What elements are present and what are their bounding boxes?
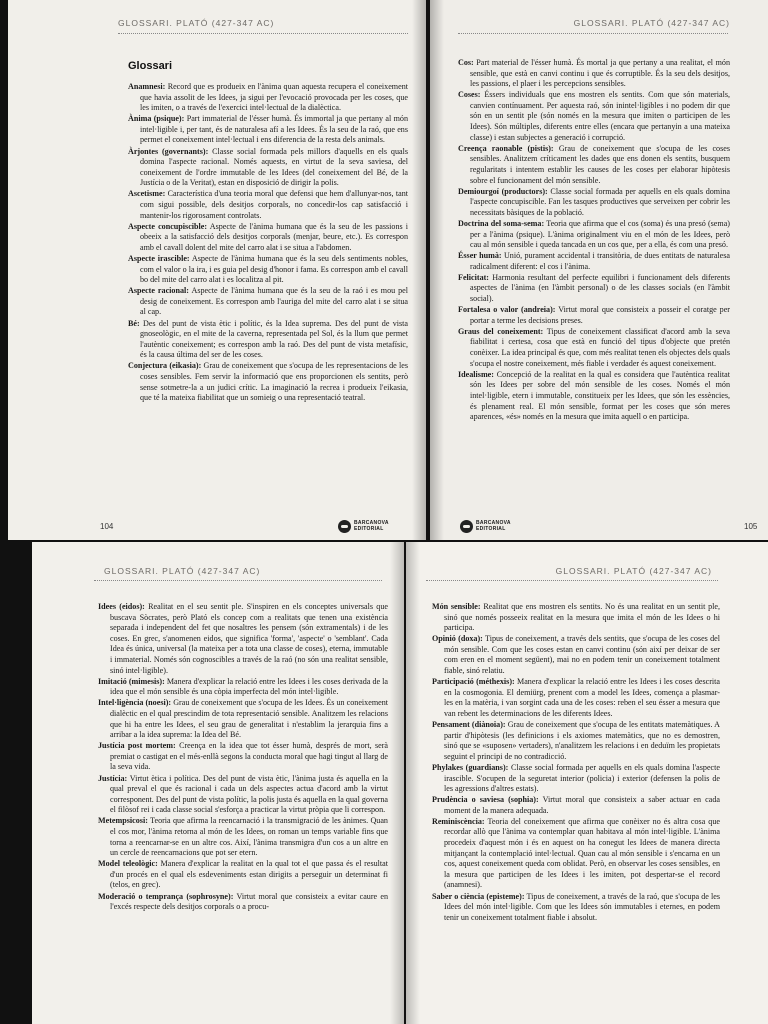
glossary-definition: Tipus de coneixement classificat d'acord amb la seva fiabilitat i certesa, cosa que està en funció del tipus d'objecte que pretén conèixer. La idea principal és que, com més realitat tenen els objectes dels quals s'ocupa el nostre coneixement, més fiable i verdader és aquest coneixement. [470, 326, 730, 368]
glossary-column [98, 602, 388, 913]
glossary-definition: Teoria que afirma la reencarnació i la transmigració de les ànimes. Quan el cos mor, l'ànima retorna al món de les Idees, on roman un temps variable fins que torna a reencarnar-se en un altre cos. Així, l'ànima transmigra d'un cos a un altre en un cercle de reencarnacions que pot ser etern. [110, 816, 388, 858]
glossary-term: Idees (eidos): [98, 602, 145, 611]
glossary-term: Creença raonable (pistis): [458, 143, 554, 153]
glossary-definition: Grau de coneixement que s'ocupa de les Idees. És un coneixement dialèctic en el qual prescindim de tota representació sensible. Analitzem les relacions que hi ha entre les Idees, el seu grau de generalitat i n'establim la jerarquia fins a arribar a la idea suprema: la Idea del Bé. [110, 698, 389, 740]
glossary-definition: Grau de coneixement que s'ocupa de les entitats matemàtiques. A partir d'hipòtesis (les definicions i els axiomes matemàtics, que no es demostren, sinó que se «suposen» vertaders), n'analitzem les relacions i en deduïm les propietats seguint el principi de no contradicció. [444, 720, 720, 761]
page-lower-right [406, 542, 768, 1024]
glossary-entry [432, 677, 720, 719]
glossary-definition: Virtut moral que consisteix a posseir el coratge per portar a terme les decisions preses. [470, 305, 730, 325]
running-header: GLOSSARI. PLATÓ (427-347 AC) [118, 18, 275, 28]
page-number: 104 [100, 522, 114, 531]
glossary-term: Doctrina del soma-sema: [458, 218, 545, 228]
glossary-entry [128, 222, 408, 254]
glossary-definition: Part material de l'ésser humà. És mortal ja que pertany a una realitat, el món sensible, que està en canvi continu i que és corruptible. És la seu dels desitjos, les passions, el plaer i les percepcions sensibles. [470, 58, 730, 89]
glossary-definition: Part immaterial de l'ésser humà. És immortal ja que pertany al món intel·ligible i, per tant, és de naturalesa afí a les Idees. És la seu de la raó, que ens permet el coneixement intel·lectual i ens diferencia de la resta dels animals. [140, 114, 408, 145]
glossary-title: Glossari [128, 60, 173, 72]
publisher-logo [460, 520, 511, 533]
glossary-entry [458, 327, 730, 369]
page-104 [8, 0, 426, 540]
glossary-definition: Virtut ètica i política. Des del punt de vista ètic, l'ànima justa és aquella en la qual preval el que és racional i cada un dels aspectes actua d'acord amb la virtut corresponent. Des del punt de vista polític, la polis justa és aquella en la qual governa el filòsof rei i cada classe social s'esforça a practicar la virtut pròpia que li correspon. [110, 773, 388, 815]
glossary-entry [98, 698, 388, 740]
publisher-name: BARCANOVA EDITORIAL [476, 520, 511, 532]
glossary-definition: Creença en la idea que tot ésser humà, després de mort, serà premiat o castigat en el més-enllà segons la conducta moral que hagi tingut al llarg de la seva vida. [110, 741, 388, 772]
glossary-entry [98, 859, 388, 891]
glossary-entry [98, 816, 388, 858]
glossary-definition: Classe social formada per aquells en els quals domina l'aspecte irascible. S'ocupen de la seguretat interior (policia) i exterior (defensen la polis de les agressions d'altres estats). [444, 762, 720, 794]
glossary-definition: Realitat que ens mostren els sentits. No és una realitat en un sentit ple, sinó que només posseeix realitat en la mesura que imita el món de les Idees o hi participa. [444, 602, 720, 633]
page-number: 105 [744, 522, 758, 531]
glossary-term: Justícia: [98, 773, 128, 783]
glossary-term: Bé: [128, 318, 140, 328]
glossary-definition: Realitat en el seu sentit ple. S'inspiren en els conceptes universals que buscava Sòcrates, però Plató els concep com a realitats que tenen una existència separada i independent del fet que nosaltres les pensem (són extramentals) i de les coses. En grec, s'anomenen eidos, que significa 'forma', 'aspecte' o 'semblant'. Cada Idea és única, universal (la mateixa per a tota una classe de coses), eterna, immutable i immaterial. Només són cognoscibles a través de la raó (no són una realitat sensible, sinó intel·ligible). [110, 602, 388, 675]
glossary-column [128, 82, 408, 404]
glossary-column [432, 602, 720, 924]
glossary-definition: Característica d'una teoria moral que defensi que hem d'allunyar-nos, tant com sigui possible, dels desitjos corporals, no concedir-los cap satisfacció i mantenir-los rigorosament controlats. [140, 189, 408, 220]
glossary-term: Conjectura (eikasia): [128, 361, 202, 371]
page-gutter-shadow [412, 0, 426, 540]
glossary-term: Prudència o saviesa (sophia): [432, 795, 539, 805]
glossary-term: Intel·ligència (noesi): [98, 698, 172, 708]
glossary-term: Moderació o temprança (sophrosyne): [98, 891, 234, 901]
glossary-term: Reminiscència: [432, 816, 485, 826]
glossary-entry [432, 817, 720, 891]
glossary-term: Graus del coneixement: [458, 326, 544, 336]
glossary-term: Imitació (mimesis): [98, 676, 165, 686]
glossary-entry [128, 114, 408, 146]
glossary-entry [98, 677, 388, 698]
header-rule [458, 33, 728, 34]
glossary-definition: Virtut moral que consisteix a saber actuar en cada moment de la manera adequada. [444, 795, 720, 815]
glossary-entry [458, 219, 730, 251]
glossary-column [458, 58, 730, 423]
glossary-entry [128, 82, 408, 114]
glossary-term: Món sensible: [432, 602, 481, 611]
glossary-definition: Tipus de coneixement, a través dels sentits, que s'ocupa de les coses del món sensible. Com que les coses estan en canvi continu (són així per deixar de ser com eren en el moment següent), mai no en podem tenir un coneixement totalment fiable, sinó relatiu. [444, 634, 720, 676]
glossary-term: Àrjontes (governants): [128, 146, 209, 156]
glossary-entry [458, 305, 730, 326]
glossary-term: Aspecte irascible: [128, 254, 190, 263]
glossary-entry [128, 319, 408, 361]
glossary-definition: Des del punt de vista ètic i polític, és la Idea suprema. Des del punt de vista gnoseològic, en el mite de la caverna, representada pel Sol, és la llum que permet l'autèntic coneixement; es correspon amb la raó. Des del punt de vista metafísic, és la causa última del ser de les coses. [140, 318, 408, 360]
glossary-entry [128, 189, 408, 221]
page-105 [430, 0, 768, 540]
glossary-entry [98, 892, 388, 913]
glossary-definition: Virtut moral que consisteix a evitar caure en l'excés respecte dels desitjos corporals o a procu- [110, 891, 388, 912]
glossary-entry [458, 370, 730, 423]
glossary-definition: Classe social formada pels millors d'aquells en els quals domina l'aspecte racional. Només aquests, en virtut de la seva saviesa, del coneixement de l'ordre immutable de les Idees (del coneixement del Bé, de la Justícia o de la Veritat), estan en disposició de dirigir la polis. [140, 146, 409, 188]
glossary-definition: Teoria del coneixement que afirma que conèixer no és altra cosa que recordar allò que l'ànima va contemplar quan habitava al món intel·ligible. L'ànima procedeix d'aquest món i és en aquest on ha conegut les Idees de manera directa mitjançant la contemplació intel·lectual. Quan cau al món sensible i s'encarna en un cos, aquest coneixement queda com oblidat. Però, en observar les coses sensibles, en la mesura que participen de les Idees i les imiten, pot despertar-se el record (anamnesi). [444, 816, 720, 890]
glossary-entry [458, 251, 730, 272]
glossary-entry [432, 634, 720, 676]
glossary-term: Ànima (psique): [128, 114, 185, 124]
page-gutter-shadow [430, 0, 444, 540]
glossary-definition: Manera d'explicar la relació entre les Idees i les coses derivada de la idea que el món sensible és una còpia imperfecta del món intel·ligible. [110, 676, 389, 697]
glossary-term: Opinió (doxa): [432, 634, 483, 644]
glossary-entry [128, 254, 408, 286]
header-rule [426, 580, 718, 581]
glossary-definition: Grau de coneixement que s'ocupa de les coses sensibles. Analitzem críticament les dades que ens donen els sentits, busquem regularitats i intentem establir les causes de les coses per elaborar hipòtesis sobre el funcionament del món sensible. [470, 143, 730, 185]
glossary-definition: Grau de coneixement que s'ocupa de les representacions de les coses sensibles. Fem servir la informació que ens proporcionen els sentits, però sense sotmetre-la a un judici crític. La imaginació la recrea i produeix l'eikasia, que té la mateixa fiabilitat que un somieig o una representació teatral. [140, 361, 408, 403]
glossary-term: Aspecte racional: [128, 286, 189, 296]
glossary-term: Coses: [458, 90, 481, 100]
glossary-entry [98, 741, 388, 773]
glossary-definition: Aspecte de l'ànima humana que és la seu de la raó i es mou pel desig de coneixement. Es correspon amb l'auriga del mite del carro alat i se situa al cap. [140, 286, 409, 317]
glossary-term: Demiourgoí (productors): [458, 186, 548, 196]
glossary-definition: Teoria que afirma que el cos (soma) és una presó (sema) per a l'ànima (psique). L'ànima originalment viu en el món de les Idees, però cau al món sensible i queda tancada en un cos que, per a ella, és com una presó. [470, 218, 730, 250]
glossary-entry [432, 892, 720, 924]
page-gutter-shadow [406, 542, 420, 1024]
header-rule [94, 580, 382, 581]
glossary-term: Felicitat: [458, 272, 490, 282]
glossary-term: Fortalesa o valor (andreia): [458, 305, 556, 315]
glossary-entry [458, 144, 730, 186]
publisher-name: BARCANOVA EDITORIAL [354, 520, 389, 532]
glossary-definition: Manera d'explicar la relació entre les Idees i les coses descrita en la cosmogonia. El demiürg, prenent com a model les Idees, comença a plasmar-les en la matèria, i van sorgint cada una de les coses: reben el seu ésser a mesura que van rebent les determinacions de les diferents Idees. [444, 677, 721, 718]
glossary-entry [432, 763, 720, 795]
page-gutter-shadow [390, 542, 404, 1024]
glossary-term: Metempsicosi: [98, 816, 148, 826]
running-header: GLOSSARI. PLATÓ (427-347 AC) [104, 566, 261, 576]
glossary-term: Cos: [458, 58, 474, 67]
running-header: GLOSSARI. PLATÓ (427-347 AC) [555, 566, 712, 576]
glossary-term: Aspecte concupiscible: [128, 221, 208, 231]
glossary-definition: Tipus de coneixement, a través de la raó, que s'ocupa de les Idees del món intel·ligible. Com que les Idees són immutables i eternes, en podem tenir un coneixement totalment fiable i absolut. [444, 891, 720, 922]
glossary-definition: Éssers individuals que ens mostren els sentits. Com que són materials, canvien contínuament. Per aquesta raó, són inintel·ligibles i no podem dir que són en un sentit ple (són només en la mesura que imiten o participen de les Idees). Són múltiples, diferents entre elles (encara que pertanyin a una mateixa classe) i estan subjectes a generació i corrupció. [470, 90, 730, 142]
glossary-term: Participació (méthexis): [432, 677, 515, 687]
glossary-entry [432, 720, 720, 762]
glossary-entry [458, 58, 730, 90]
glossary-term: Idealisme: [458, 369, 494, 379]
running-header: GLOSSARI. PLATÓ (427-347 AC) [573, 18, 730, 28]
glossary-definition: Harmonia resultant del perfecte equilibri i funcionament dels diferents aspectes de l'ànima (en l'àmbit personal) o de les classes socials (en l'àmbit social). [470, 272, 731, 304]
publisher-logo [338, 520, 389, 533]
glossary-term: Pensament (diànoia): [432, 720, 506, 730]
glossary-term: Justícia post mortem: [98, 741, 176, 751]
glossary-definition: Classe social formada per aquells en els quals domina l'aspecte concupiscible. Fan les tasques productives que serveixen per cobrir les necessitats bàsiques de la població. [470, 186, 730, 217]
glossary-definition: Record que es produeix en l'ànima quan aquesta recupera el coneixement que havia assolit de les Idees, ja sigui per l'evocació provocada per les coses, que les imiten, o a través de l'exercici intel·lectual de la dialèctica. [140, 82, 408, 113]
glossary-definition: Aspecte de l'ànima humana que és la seu de les passions i obeeix a la satisfacció dels desitjos corporals (menjar, beure, etc.). Es correspon amb el cavall dolent del mite del carro alat i se situa a l'abdomen. [140, 221, 409, 252]
glossary-entry [432, 795, 720, 816]
glossary-term: Model teleològic: [98, 859, 158, 869]
glossary-entry [432, 602, 720, 634]
glossary-entry [128, 286, 408, 318]
glossary-term: Phylakes (guardians): [432, 762, 509, 772]
glossary-term: Ascetisme: [128, 189, 166, 199]
glossary-entry [98, 602, 388, 676]
glossary-definition: Manera d'explicar la realitat en la qual tot el que passa és el resultat d'un procés en el qual els esdeveniments estan dirigits a perseguir un determinat fi (telos, en grec). [110, 859, 388, 890]
glossary-entry [128, 361, 408, 403]
publisher-mark-icon [460, 520, 473, 533]
glossary-entry [458, 273, 730, 305]
glossary-definition: Aspecte de l'ànima humana que és la seu dels sentiments nobles, com el valor o la ira, i es guia pel desig d'honor i fama. Es correspon amb el cavall bo del mite del carro alat i es localitza al pit. [140, 254, 408, 285]
publisher-mark-icon [338, 520, 351, 533]
glossary-entry [98, 774, 388, 816]
glossary-entry [128, 147, 408, 189]
glossary-term: Saber o ciència (episteme): [432, 891, 525, 901]
page-lower-left [32, 542, 404, 1024]
header-rule [118, 33, 408, 34]
glossary-definition: Unió, purament accidental i transitòria, de dues entitats de naturalesa radicalment diferent: el cos i l'ànima. [470, 251, 731, 271]
glossary-entry [458, 90, 730, 143]
glossary-entry [458, 187, 730, 219]
glossary-definition: Concepció de la realitat en la qual es considera que l'autèntica realitat són les Idees per sobre del món sensible de les coses. Només el món intel·ligible, etern i immutable, constitueix per les Idees, que són les essències, és plenament real. El món sensible, format per les coses que són meres aparences, «és» només en la mesura que imita aquell o en participa. [470, 369, 730, 422]
glossary-term: Ésser humà: [458, 251, 502, 261]
glossary-term: Anamnesi: [128, 82, 166, 91]
